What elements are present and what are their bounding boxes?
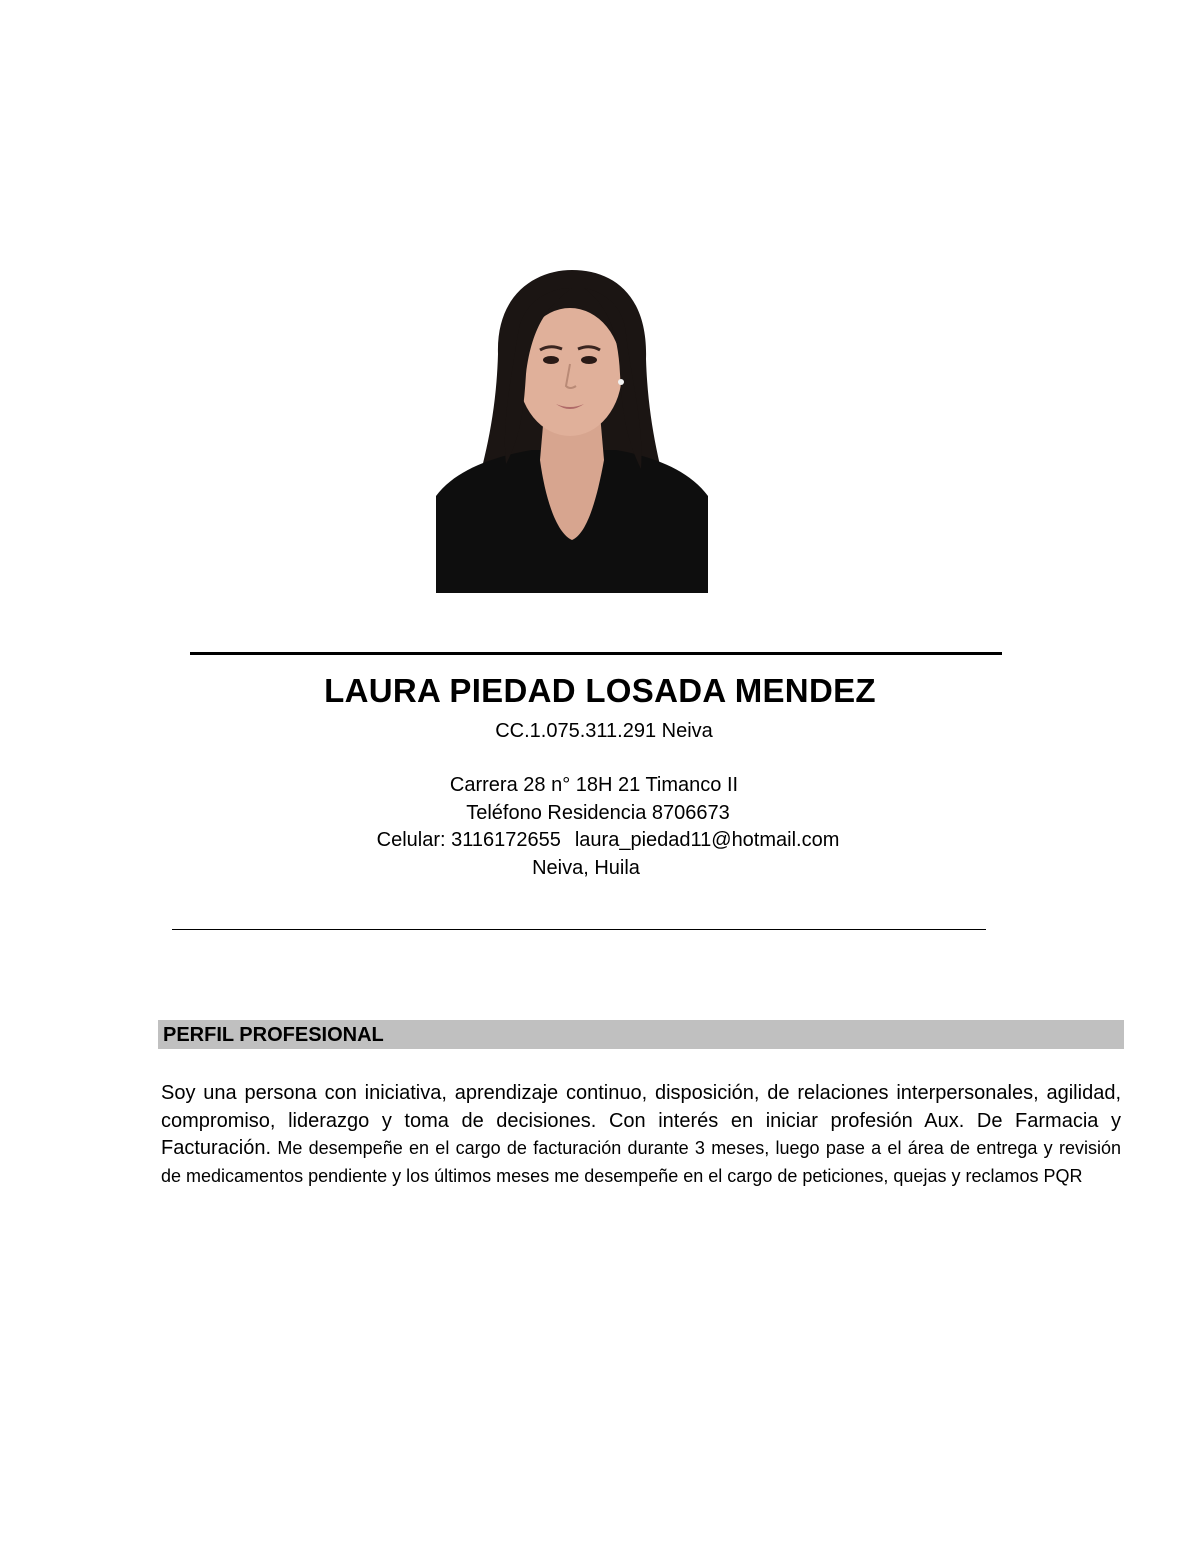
- profile-section-header: [158, 1020, 1124, 1049]
- portrait-illustration: [436, 264, 708, 593]
- header-bottom-rule: [172, 929, 986, 930]
- candidate-name: LAURA PIEDAD LOSADA MENDEZ: [324, 672, 876, 709]
- section-title: PERFIL PROFESIONAL: [163, 1024, 384, 1046]
- profile-paragraph: [161, 1080, 1121, 1190]
- address: Carrera 28 n° 18H 21 Timanco II: [449, 774, 739, 796]
- profile-photo: [436, 264, 708, 593]
- mobile-and-email: [8, 828, 1200, 852]
- home-phone: Teléfono Residencia 8706673: [466, 802, 730, 824]
- profile-experience: Me desempeñe en el cargo de facturación durante 3 meses, luego pase a el área de entrega y revisión de medicamentos pendiente y los últimos meses me desempeñe en el cargo de peticiones, quejas y reclamos PQR: [161, 1138, 1121, 1186]
- mobile-phone: Celular: 3116172655: [376, 829, 561, 851]
- id-number: CC.1.075.311.291 Neiva: [495, 720, 713, 742]
- city: Neiva, Huila: [532, 857, 640, 879]
- header-top-rule: [190, 652, 1002, 655]
- profile-summary: Soy una persona con iniciativa, aprendizaje continuo, disposición, de relaciones interpersonales, agilidad, compromiso, liderazgo y toma de decisiones. Con interés en iniciar profesión Aux. De Farmacia y Facturación.: [161, 1082, 1121, 1159]
- email-address: laura_piedad11@hotmail.com: [574, 829, 840, 851]
